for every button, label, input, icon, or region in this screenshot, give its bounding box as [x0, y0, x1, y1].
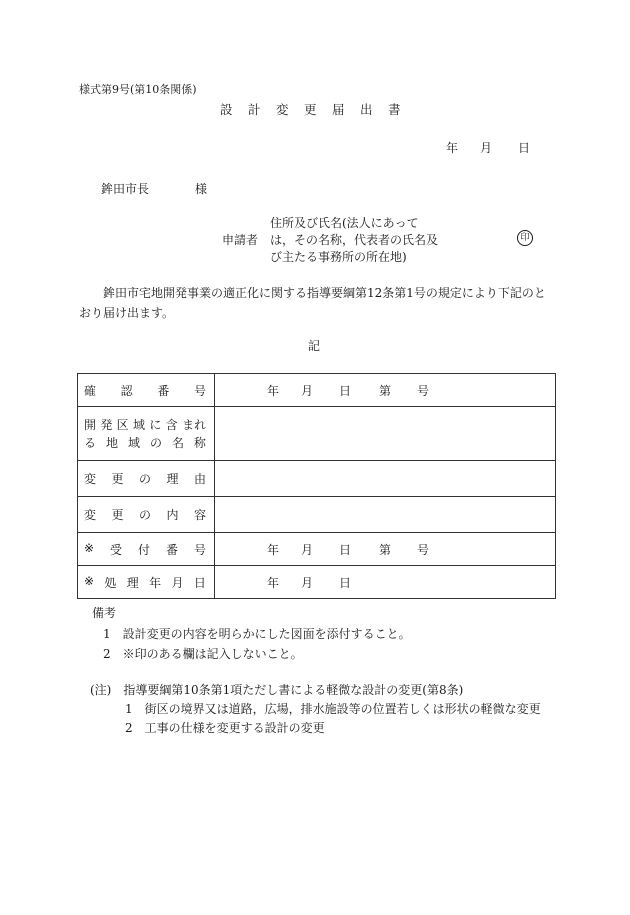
date-month: 月 — [480, 141, 493, 155]
table-row — [78, 374, 556, 407]
applicant-label: 申請者 — [222, 233, 259, 247]
table-row — [78, 497, 556, 533]
label-char: 理 — [166, 472, 179, 486]
row-value-receipt-number[interactable] — [215, 533, 556, 566]
value-char: 年 — [267, 383, 280, 398]
value-char: 年 — [267, 575, 280, 590]
value-char: 日 — [339, 542, 352, 557]
label-char: 年 — [149, 575, 162, 590]
title-char: 設 — [220, 102, 233, 117]
remarks-item: 2 ※印のある欄は記入しないこと。 — [103, 647, 303, 661]
label-char: 更 — [111, 508, 124, 522]
label-char: 変 — [84, 472, 97, 486]
label-char: 容 — [193, 508, 206, 522]
label-char: 処 — [104, 575, 117, 590]
row-label-confirmation-number — [78, 374, 215, 407]
row-label-change-reason — [78, 461, 215, 497]
notice-item: 1 街区の境界又は道路，広場，排水施設等の位置若しくは形状の軽微な変更 — [125, 702, 541, 716]
form-number: 様式第9号(第10条関係) — [79, 83, 197, 96]
seal-mark: 印 — [517, 230, 533, 246]
addressee-name: 鉾田市長 — [101, 182, 150, 196]
value-char: 第 — [379, 542, 392, 557]
label-char: 変 — [84, 508, 97, 522]
label-char: ※ — [84, 540, 95, 555]
label-char: 付 — [138, 542, 151, 557]
row-label-change-content — [78, 497, 215, 533]
value-char: 日 — [339, 383, 352, 398]
row-value-change-content[interactable] — [215, 497, 556, 533]
label-char: 理 — [126, 575, 139, 590]
label-char: 開 — [84, 417, 97, 432]
title-char: 更 — [304, 102, 317, 117]
label-char: の — [149, 435, 162, 450]
title-char: 変 — [276, 102, 289, 117]
body-text: 鉾田市宅地開発事業の適正化に関する指導要綱第12条第1号の規定により下記のとおり届け出ます。 — [79, 286, 546, 320]
title-char: 出 — [360, 102, 373, 117]
label-char: ※ — [84, 573, 95, 588]
label-char: 受 — [110, 542, 123, 557]
label-char: 地 — [105, 435, 118, 450]
value-char: 月 — [301, 542, 314, 557]
value-char: 月 — [301, 575, 314, 590]
label-char: の — [138, 508, 151, 522]
label-char: 号 — [193, 542, 206, 557]
applicant-description: 住所及び氏名(法人にあっては，その名称，代表者の氏名及び主たる事務所の所在地) — [270, 216, 439, 264]
label-char: 名 — [171, 435, 184, 450]
label-char: 由 — [193, 472, 206, 486]
label-char: 認 — [120, 383, 133, 398]
label-char: 番 — [157, 383, 170, 398]
table-row — [78, 566, 556, 599]
title-char: 計 — [248, 102, 261, 117]
date-line — [446, 142, 530, 154]
label-char: 域 — [127, 435, 140, 450]
title-char: 書 — [388, 102, 401, 117]
addressee-honorific: 様 — [195, 182, 208, 196]
label-char: 月 — [171, 575, 184, 590]
table-row — [78, 461, 556, 497]
ki-heading: 記 — [308, 339, 321, 353]
value-char: 第 — [379, 383, 392, 398]
label-char: 発 — [100, 417, 113, 432]
label-char: 更 — [111, 472, 124, 486]
label-char: 番 — [166, 542, 179, 557]
value-char: 号 — [417, 542, 430, 557]
table-row — [78, 533, 556, 566]
date-day: 日 — [518, 141, 531, 155]
row-value-processing-date[interactable] — [215, 566, 556, 599]
value-char: 日 — [339, 575, 352, 590]
form-table — [77, 373, 556, 599]
label-char: 域 — [132, 417, 145, 432]
label-char: 号 — [193, 383, 206, 398]
row-label-development-area — [78, 407, 215, 461]
remarks-heading: 備考 — [92, 606, 117, 620]
label-char: 含 — [165, 417, 178, 432]
label-char: 区 — [116, 417, 129, 432]
table-row — [78, 407, 556, 461]
label-char: 内 — [166, 508, 179, 522]
notice-item: 2 工事の仕様を変更する設計の変更 — [125, 721, 325, 735]
row-value-confirmation-number[interactable] — [215, 374, 556, 407]
date-year: 年 — [446, 141, 459, 155]
row-value-development-area[interactable] — [215, 407, 556, 461]
document-title — [220, 104, 416, 117]
label-char: まれ — [181, 417, 206, 432]
notice-heading: (注) 指導要綱第10条第1項ただし書による軽微な設計の変更(第8条) — [90, 683, 464, 697]
row-value-change-reason[interactable] — [215, 461, 556, 497]
row-label-receipt-number — [78, 533, 215, 566]
remarks-item: 1 設計変更の内容を明らかにした図面を添付すること。 — [103, 627, 411, 641]
label-char: の — [138, 472, 151, 486]
label-char: 称 — [193, 435, 206, 450]
label-char: る — [84, 435, 97, 450]
label-char: 日 — [193, 575, 206, 590]
value-char: 号 — [417, 383, 430, 398]
value-char: 月 — [301, 383, 314, 398]
row-label-processing-date — [78, 566, 215, 599]
label-char: 確 — [84, 383, 97, 398]
title-char: 届 — [332, 102, 345, 117]
label-char: に — [149, 417, 162, 432]
value-char: 年 — [267, 542, 280, 557]
